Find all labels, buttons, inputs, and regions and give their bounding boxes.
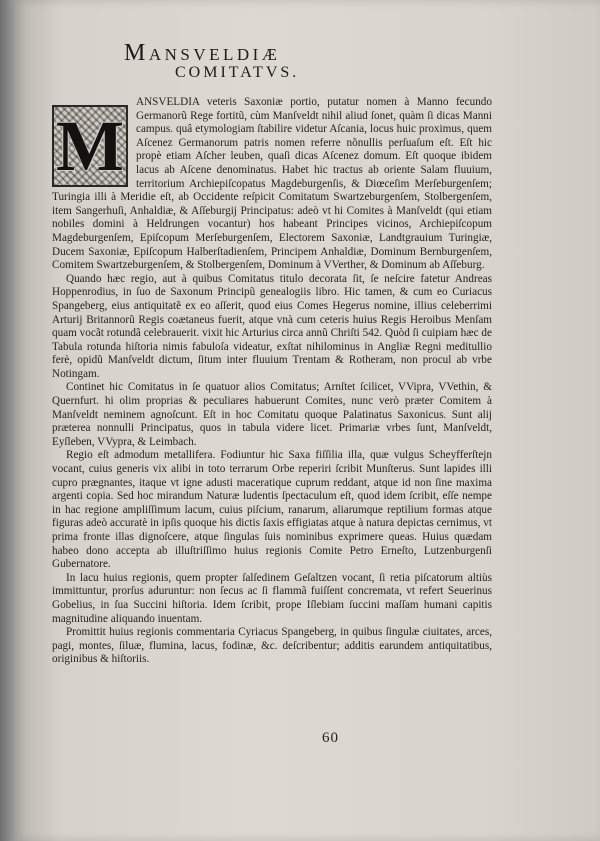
initial-letter: M: [56, 106, 124, 186]
paragraph-4: Regio eſt admodum metallifera. Fodiuntur hic Saxa fiſſilia illa, quæ vulgus Scheyfferſtejn vocant, cuius generis vix alibi in toto terrarum Orbe reperiri ſcribit Munſterus. Sunt lapides illi cupro prægnantes, itaque vt igne adusti maceratique cuprum reddant, atque id non ſine maxima argenti copia. Sed hoc mirandum Naturæ ludentis ſpectaculum eſt, quod idem ſcribit, eſſe nempe in hac regione ampliſſimum lacum, cuius piſcium, ranarum, aliarumque reptilium formas atque figuras adeò accuratè in ipſis quoque his dictis ſaxis effigiatas atque à natura depictas cernimus, vt prima fronte illas dignoſcere, atque ſingulas ſuis nominibus exprimere queas. Huius quædam habeo dono accepta ab illuſtriſſimo huius regionis Comite Petro Erneſto, Lutzenburgenſi Gubernatore.: [52, 449, 492, 571]
paragraph-5: In lacu huius regionis, quem propter ſalſedinem Geſaltzen vocant, ſi retia piſcatorum altiùs immittuntur, prorſus aduruntur: non ſecus ac ſi flammã fuiſſent concremata, vt refert Seuerinus Gobelius, in ſua Succini hiſtoria. Idem ſcribit, prope Iſlebiam ſuccini maſſam humani capitis magnitudine aliquando inuentam.: [52, 571, 492, 625]
page-number: 60: [322, 730, 339, 746]
paragraph-1: ANSVELDIA veteris Saxoniæ portio, putatur nomen à Manno fecundo Germanorũ Rege fortitũ, cùm Manſveldt nihil aliud ſonet, quàm ſi dicas Manni campus. quâ etymologiam ſtabilire videtur Aſcania, locus huic proximus, quem Aſcenez Germanorum patris nomen referre nõnullis perſuaſum eſt. Eſt hic propè etiam Aſcher leuben, quaſi dicas Aſcenez domum. Eſt quoque ibidem lacus ab Aſcene denominatus. Habet hic tractus ab oriente Salam fluuium, territorium Archiepiſcopatus Magdeburgenſis, & Diœceſim Merſeburgenſem; Turingia illi à Meridie eſt, ab Occidente reſpicit Comitatum Swartzeburgenſem, Stolbergenſem, item Sangerhuſi, Anhaldiæ, & Aſſeburgij Principatus: adeò vt hi Comites à Manſveldt (qui etiam nobiles domini à Heldrungen vocantur) hos habeant Principes vicinos, Archiepiſcopum Magdeburgenſem, Epiſcopum Merſeburgenſem, Electorem Saxoniæ, Landtgrauium Turingiæ, Ducem Saxoniæ, Epiſcopum Halberſtadienſem, Principem Anhaldiæ, Dominum Bernburgenſem, Comitem Swartzeburgenſem, & Stolbergenſem, Dominum à VVerther, & Dominum ab Aſſeburg.: [52, 96, 492, 272]
book-spine: [0, 0, 14, 841]
page-subtitle: COMITATVS.: [175, 64, 300, 81]
paragraph-3: Continet hic Comitatus in ſe quatuor alios Comitatus; Arnſtet ſcilicet, VVipra, VVethin, & Quernfurt. hi olim proprias & peculiares habuerunt Comites, nunc verò præter Comitem à Manſveldt neminem agnoſcunt. Eſt in hoc Comitatu quoque Palatinatus Saxonicus. Sunt alij præterea nonnulli Principatus, quos in tabula videre licet. Primariæ vrbes ſunt, Manſveldt, Eyſleben, VVypra, & Leimbach.: [52, 381, 492, 448]
paragraph-6: Promittit huius regionis commentaria Cyriacus Spangeberg, in quibus ſingulæ ciuitates, arces, pagi, montes, ſiluæ, flumina, lacus, fodinæ, &c. deſcribentur; additis earundem antiquitatibus, originibus & hiſtoriis.: [52, 626, 492, 666]
decorated-initial-icon: [52, 105, 128, 187]
paragraph-2: Quando hæc regio, aut à quibus Comitatus titulo decorata ſit, ſe neſcire fatetur Andreas Hoppenrodius, in ſuo de Saxonum Principũ genealogiis libro. Hic tamen, & cum eo Curiacus Spangeberg, eius antiquitatẽ ex eo aſſerit, quod eius Comes Hegerus nomine, illius celeberrimi Arturij Britannorũ Regis coætaneus fuerit, atque vnà cum ceteris huius Regis Heroibus Menſam quam vocãt rotundã celebrauerit. vixit hic Arturius circa annũ Chriſti 542. Quòd ſi cuipiam hæc de Tabula rotunda hiſtoria nimis fabuloſa videatur, exſtat nihilominus in Angliæ Regni meditullio ferè, opidũ Manſveldt dictum, ſitum inter fluuium Trentam & Rotheram, non procul ab vrbe Notingam.: [52, 272, 492, 380]
page-title: Mansveldiæ: [124, 40, 281, 66]
